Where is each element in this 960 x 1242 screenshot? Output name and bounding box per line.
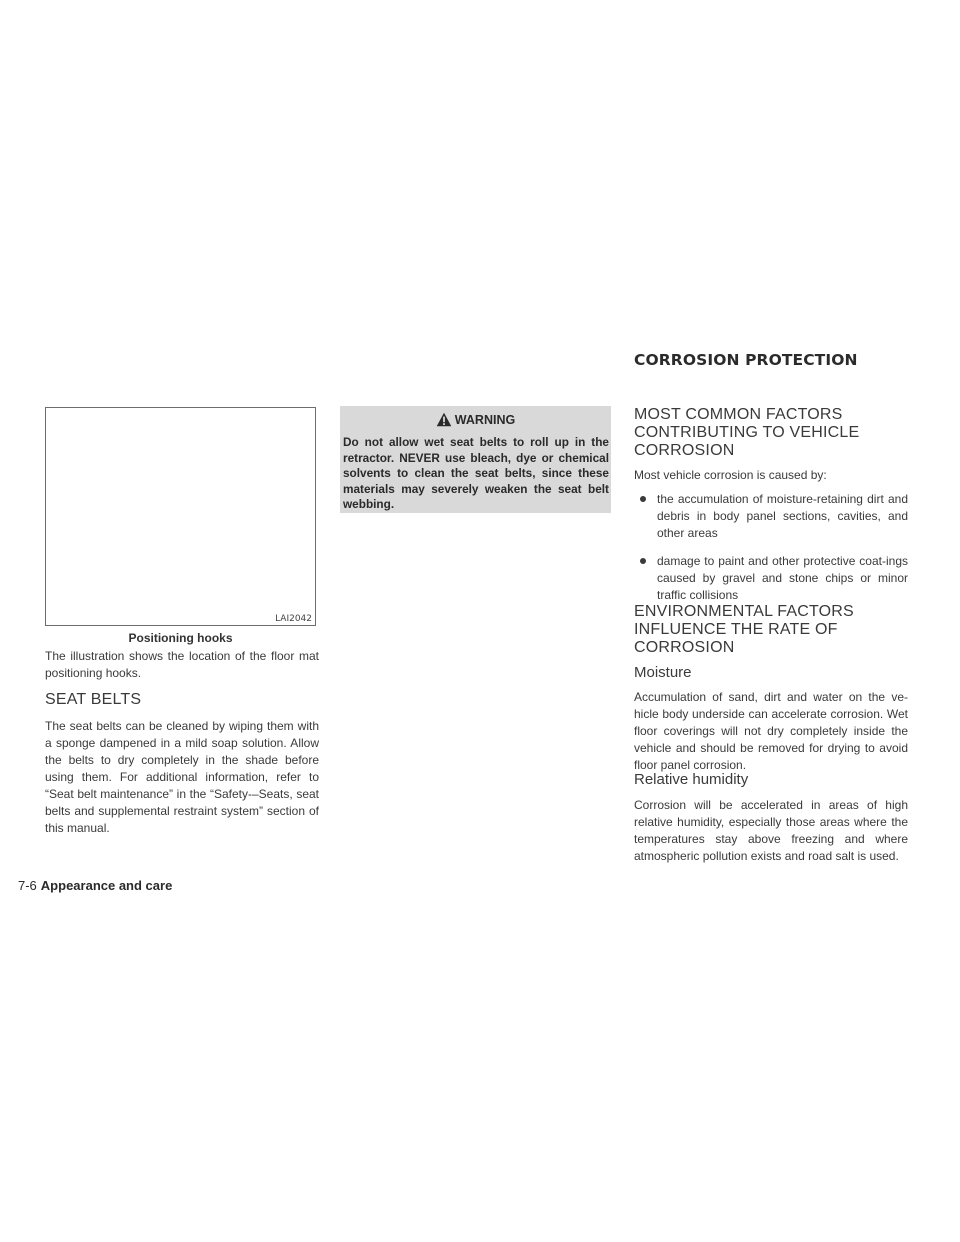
warning-triangle-icon — [436, 412, 452, 427]
intro-paragraph: The illustration shows the location of the floor mat positioning hooks. — [45, 649, 319, 680]
humidity-paragraph: Corrosion will be accelerated in areas of high relative humidity, especially those areas where the temperatures stay above freezing and where atmospheric pollution exists and road salt is used. — [634, 798, 908, 863]
figure-caption: Positioning hooks — [128, 631, 233, 645]
page-number: 7-6 — [18, 878, 37, 893]
humidity-heading: Relative humidity — [634, 771, 749, 788]
seat-belts-paragraph: The seat belts can be cleaned by wiping them with a sponge dampened in a mild soap solution. Allow the belts to dry completely in the shade before using them. For additional information, refer to “Seat belt maintenance” in the “Safety-–Seats, seat belts and supplemental restraint system” section of this manual. — [45, 719, 319, 835]
bullet-icon — [640, 558, 646, 564]
warning-box — [340, 406, 611, 513]
page-footer — [18, 878, 172, 893]
warning-title: WARNING — [454, 413, 516, 427]
moisture-paragraph: Accumulation of sand, dirt and water on the ve-hicle body underside can accelerate corrosion. Wet floor coverings will not dry completely inside the vehicle and should be removed for drying to avoid floor panel corrosion. — [634, 690, 908, 772]
factors-list — [638, 491, 908, 615]
bullet-icon — [640, 496, 646, 502]
list-item: damage to paint and other protective coat-ings caused by gravel and stone chips or minor traffic collisions — [638, 553, 908, 604]
moisture-heading: Moisture — [634, 664, 692, 681]
environmental-heading: ENVIRONMENTAL FACTORS INFLUENCE THE RATE OF CORROSION — [634, 603, 854, 656]
warning-header — [340, 412, 611, 427]
section-heading: CORROSION PROTECTION — [634, 351, 858, 369]
factors-heading: MOST COMMON FACTORS CONTRIBUTING TO VEHICLE CORROSION — [634, 406, 860, 459]
seat-belts-heading: SEAT BELTS — [45, 691, 142, 708]
warning-text: Do not allow wet seat belts to roll up in the retractor. NEVER use bleach, dye or chemical solvents to clean the seat belts, since these materials may severely weaken the seat belt webbing. — [343, 435, 609, 511]
list-item: the accumulation of moisture-retaining dirt and debris in body panel sections, cavities, and other areas — [638, 491, 908, 542]
illustration-figure — [45, 407, 316, 626]
footer-section-name: Appearance and care — [40, 878, 173, 893]
figure-code: LAI2042 — [275, 614, 312, 624]
factors-intro: Most vehicle corrosion is caused by: — [634, 468, 827, 482]
